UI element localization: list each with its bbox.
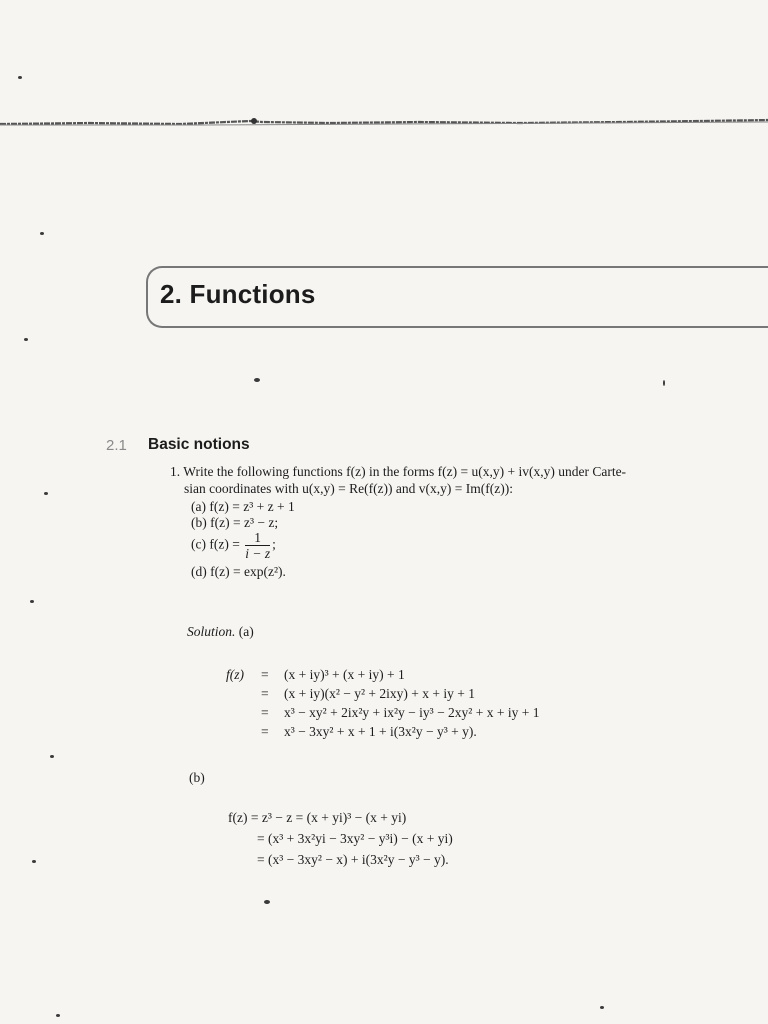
solution-part-b-label: (b)	[189, 770, 205, 785]
scan-speck	[264, 900, 270, 904]
part-b-line-1: f(z) = z³ − z = (x + yi)³ − (x + yi)	[228, 810, 407, 825]
scan-speck	[30, 600, 34, 603]
part-a-rhs-column	[284, 665, 539, 741]
equals-sign: =	[261, 667, 269, 682]
solution-part-a-label: (a)	[238, 624, 254, 639]
scan-speck	[50, 755, 54, 758]
scan-speck	[254, 378, 260, 382]
problem-item-a: (a) f(z) = z³ + z + 1	[191, 499, 295, 514]
part-b-line-2: = (x³ + 3x²yi − 3xy² − y³i) − (x + yi)	[257, 831, 453, 846]
problem-item-c-suffix: ;	[272, 536, 276, 552]
scan-speck	[600, 1006, 604, 1009]
section-number: 2.1	[106, 437, 127, 454]
scan-edge-rule	[0, 116, 768, 130]
problem-item-c-prefix: (c) f(z) =	[191, 536, 240, 552]
section-title: Basic notions	[148, 436, 250, 453]
solution-label: Solution.	[187, 624, 236, 639]
equals-sign: =	[261, 705, 269, 720]
equals-sign: =	[261, 724, 269, 739]
solution-heading	[187, 624, 254, 640]
part-b-line-3: = (x³ − 3xy² − x) + i(3x²y − y³ − y).	[257, 852, 449, 867]
problem-line-2: sian coordinates with u(x,y) = Re(f(z)) and v(x,y) = Im(f(z)):	[184, 481, 513, 496]
part-a-step-4: x³ − 3xy² + x + 1 + i(3x²y − y³ + y).	[284, 724, 477, 739]
scan-speck	[40, 232, 44, 235]
scan-speck	[32, 860, 36, 863]
scan-speck	[44, 492, 48, 495]
fraction-denominator: i − z	[245, 546, 271, 561]
problem-item-c	[191, 530, 276, 561]
problem-item-b: (b) f(z) = z³ − z;	[191, 515, 279, 530]
fraction-numerator: 1	[245, 530, 270, 546]
part-a-step-2: (x + iy)(x² − y² + 2ixy) + x + iy + 1	[284, 686, 476, 701]
problem-item-c-fraction	[245, 530, 270, 561]
chapter-title: 2. Functions	[160, 279, 316, 309]
part-a-step-3: x³ − xy² + 2ix²y + ix²y − iy³ − 2xy² + x + iy + 1	[284, 705, 540, 720]
scan-speck	[663, 380, 665, 386]
part-a-step-1: (x + iy)³ + (x + iy) + 1	[284, 667, 405, 682]
problem-item-d: (d) f(z) = exp(z²).	[191, 564, 286, 579]
part-a-lhs: f(z)	[226, 667, 244, 682]
scan-speck	[18, 76, 22, 79]
part-a-equals-column	[261, 665, 269, 741]
scan-speck	[24, 338, 28, 341]
equals-sign: =	[261, 686, 269, 701]
scan-speck	[56, 1014, 60, 1017]
problem-line-1: 1. Write the following functions f(z) in the forms f(z) = u(x,y) + iv(x,y) under Carte-	[170, 464, 627, 479]
